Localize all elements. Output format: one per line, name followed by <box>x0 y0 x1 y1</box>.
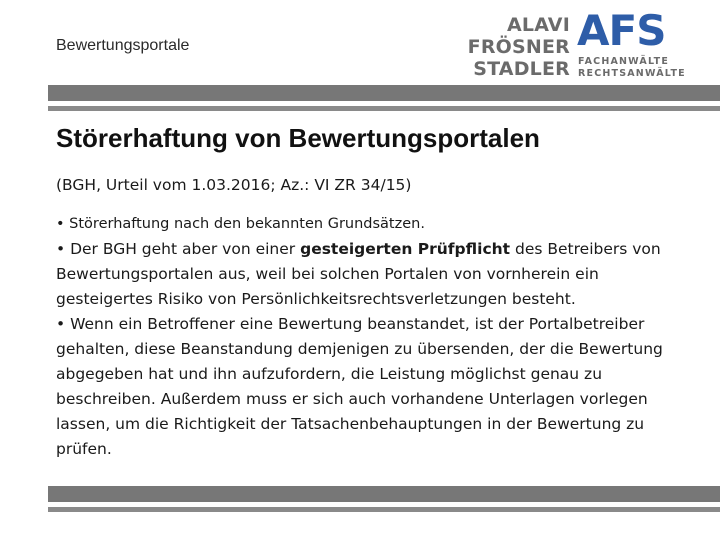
logo-name-stadler: STADLER <box>473 58 570 80</box>
bullet-2-text-end: des Betreibers von Bewertungsportalen aus, weil bei solchen Portalen von vornherein ein gesteigertes Risiko von Persönlichkeitsrechtsverletzungen besteht. <box>56 240 661 308</box>
logo-name-froesner: FRÖSNER <box>467 36 570 58</box>
slide-subtitle: (BGH, Urteil vom 1.03.2016; Az.: VI ZR 34/15) <box>56 176 412 194</box>
bottom-divider-bar <box>48 486 720 502</box>
top-divider-bar <box>48 85 720 101</box>
bottom-divider-thin <box>48 507 720 512</box>
bullet-2 <box>56 237 676 312</box>
bullet-1: • Störerhaftung nach den bekannten Grundsätzen. <box>56 216 425 232</box>
logo-name-alavi: ALAVI <box>506 14 570 36</box>
firm-logo <box>467 6 686 80</box>
logo-acronym: AFS <box>577 6 666 55</box>
header-label: Bewertungsportale <box>56 37 190 54</box>
logo-sub-rechtsanwaelte: RECHTSANWÄLTE <box>578 68 686 79</box>
slide-title: Störerhaftung von Bewertungsportalen <box>56 123 540 153</box>
logo-names <box>468 14 570 80</box>
bullet-3: • Wenn ein Betroffener eine Bewertung beanstandet, ist der Portalbetreiber gehalten, diese Beanstandung demjenigen zu übersenden, der die Bewertung abgegeben hat und ihn aufzufordern, die Leistung möglichst genau zu beschreiben. Außerdem muss er sich auch vorhandene Unterlagen vorlegen lassen, um die Richtigkeit der Tatsachenbehauptungen in der Bewertung zu prüfen. <box>56 315 663 458</box>
logo-sub-fachanwaelte: FACHANWÄLTE <box>578 56 670 67</box>
bullet-2-emphasis: gesteigerten Prüfpflicht <box>300 240 511 258</box>
top-divider-thin <box>48 106 720 111</box>
slide-body <box>56 212 676 462</box>
bullet-2-text-start: • Der BGH geht aber von einer <box>56 240 301 258</box>
logo-subtitle <box>578 56 686 80</box>
